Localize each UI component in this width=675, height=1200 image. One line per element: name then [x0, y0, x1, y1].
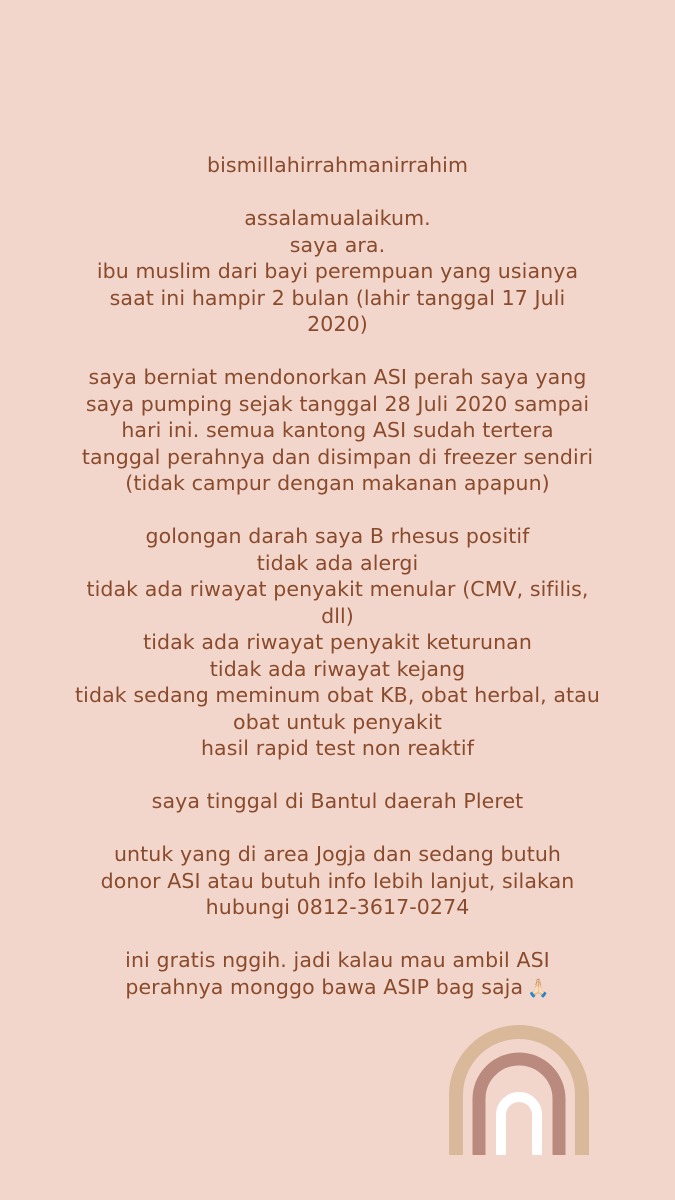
- text-line: hasil rapid test non reaktif: [200, 736, 475, 760]
- text-line: tanggal perahnya dan disimpan di freezer sendiri: [81, 444, 594, 469]
- text-line: donor ASI atau butuh info lebih lanjut, silakan: [100, 868, 575, 893]
- text-line: 2020): [307, 312, 368, 336]
- text-line: ibu muslim dari bayi perempuan yang usianya: [96, 259, 579, 283]
- text-line: obat untuk penyakit: [233, 709, 442, 734]
- rainbow-sticker-icon: [446, 1025, 592, 1155]
- text-line: saat ini hampir 2 bulan (lahir tanggal 17 Juli: [109, 285, 566, 310]
- text-line: hari ini. semua kantong ASI sudah tertera: [121, 418, 554, 442]
- text-line: assalamualaikum.: [244, 206, 431, 230]
- text-line: dll): [321, 603, 354, 628]
- text-line: saya tinggal di Bantul daerah Pleret: [151, 789, 524, 813]
- text-line: bismillahirrahmanirrahim: [206, 153, 469, 177]
- text-line: perahnya monggo bawa ASIP bag saja: [125, 974, 524, 999]
- text-line: saya berniat mendonorkan ASI perah saya yang: [88, 365, 587, 389]
- rainbow-inner-arc: [501, 1097, 537, 1153]
- paragraph-donation-intent: [20, 364, 655, 497]
- paragraph-contact: [20, 841, 655, 921]
- text-line: untuk yang di area Jogja dan sedang butuh: [113, 842, 562, 866]
- text-line: tidak ada alergi: [256, 550, 419, 575]
- paragraph-greeting: [20, 152, 655, 179]
- text-line: saya pumping sejak tanggal 28 Juli 2020 sampai: [85, 391, 590, 416]
- paragraph-free-note: [20, 947, 655, 1002]
- praying-hands-icon: 🙏🏻: [527, 977, 550, 999]
- text-line: tidak ada riwayat penyakit keturunan: [143, 630, 532, 654]
- text-line-with-emoji: [20, 974, 655, 1003]
- text-line: tidak ada riwayat penyakit menular (CMV, sifilis,: [86, 577, 589, 601]
- text-line: golongan darah saya B rhesus positif: [145, 524, 530, 548]
- paragraph-health-info: [20, 523, 655, 762]
- text-line: tidak sedang meminum obat KB, obat herbal, atau: [75, 683, 600, 707]
- text-line: ini gratis nggih. jadi kalau mau ambil ASI: [125, 948, 550, 972]
- story-text: [20, 152, 655, 1029]
- paragraph-location: [20, 788, 655, 815]
- text-line: hubungi 0812-3617-0274: [205, 895, 470, 919]
- rainbow-middle-arc: [479, 1059, 559, 1155]
- text-line: (tidak campur dengan makanan apapun): [125, 471, 550, 495]
- text-line: tidak ada riwayat kejang: [209, 656, 466, 681]
- paragraph-introduction: [20, 205, 655, 338]
- text-line: saya ara.: [289, 232, 386, 257]
